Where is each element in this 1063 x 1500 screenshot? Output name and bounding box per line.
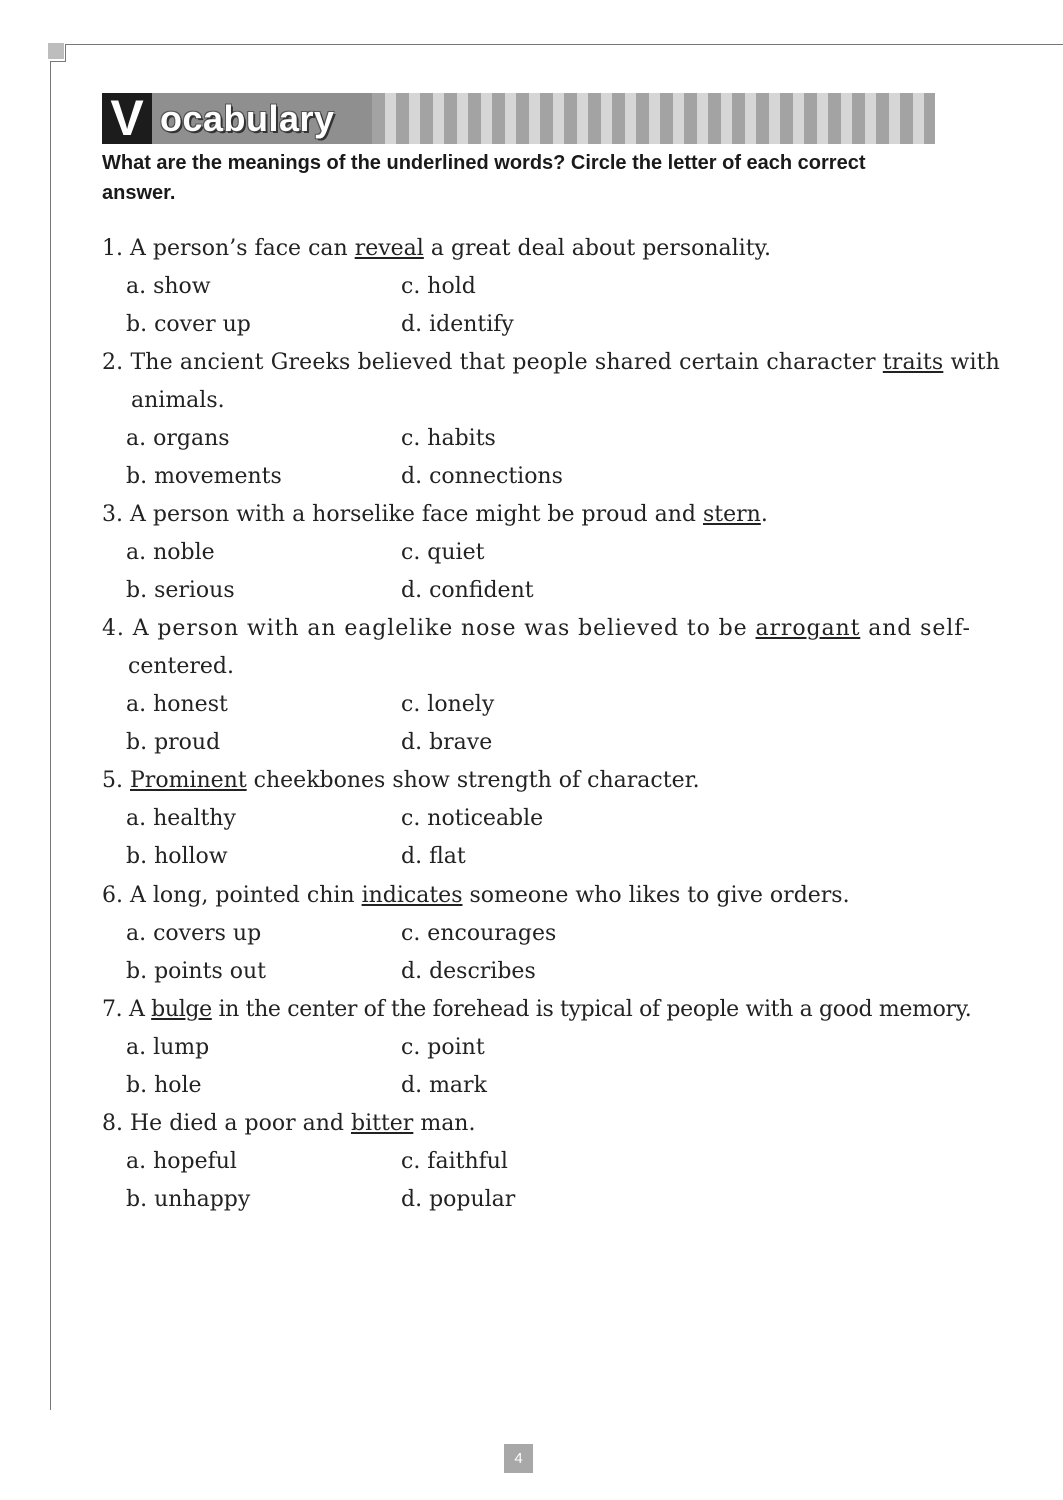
option-8d[interactable]: d. popular <box>401 1187 516 1212</box>
page-frame-top <box>66 44 1063 45</box>
option-7b[interactable]: b. hole <box>126 1073 202 1098</box>
option-8b[interactable]: b. unhappy <box>126 1187 251 1212</box>
option-2d[interactable]: d. connections <box>401 464 563 489</box>
question-8: 8. He died a poor and bitter man. <box>102 1111 476 1136</box>
option-7d[interactable]: d. mark <box>401 1073 487 1098</box>
page-number: 4 <box>504 1444 533 1473</box>
question-5: 5. Prominent cheekbones show strength of character. <box>102 768 700 793</box>
option-4d[interactable]: d. brave <box>401 730 493 755</box>
section-banner <box>102 90 935 146</box>
underlined-word: indicates <box>361 883 463 908</box>
question-7: 7. A bulge in the center of the forehead is typical of people with a good memory. <box>102 997 972 1022</box>
option-3c[interactable]: c. quiet <box>401 540 485 565</box>
option-3a[interactable]: a. noble <box>126 540 215 565</box>
option-1b[interactable]: b. cover up <box>126 312 251 337</box>
option-6d[interactable]: d. describes <box>401 959 536 984</box>
option-5a[interactable]: a. healthy <box>126 806 236 831</box>
option-6b[interactable]: b. points out <box>126 959 266 984</box>
option-4b[interactable]: b. proud <box>126 730 221 755</box>
underlined-word: arrogant <box>755 616 861 641</box>
option-5b[interactable]: b. hollow <box>126 844 228 869</box>
banner-initial: V <box>102 93 152 144</box>
question-2: 2. The ancient Greeks believed that people shared certain character traits with <box>102 350 1000 375</box>
underlined-word: stern <box>702 502 761 527</box>
option-3b[interactable]: b. serious <box>126 578 235 603</box>
option-1a[interactable]: a. show <box>126 274 211 299</box>
underlined-word: bulge <box>151 997 212 1022</box>
option-3d[interactable]: d. confident <box>401 578 534 603</box>
option-5c[interactable]: c. noticeable <box>401 806 544 831</box>
option-1c[interactable]: c. hold <box>401 274 476 299</box>
question-1: 1. A person’s face can reveal a great deal about personality. <box>102 236 772 261</box>
option-2b[interactable]: b. movements <box>126 464 282 489</box>
option-4c[interactable]: c. lonely <box>401 692 495 717</box>
underlined-word: Prominent <box>130 768 247 793</box>
option-6a[interactable]: a. covers up <box>126 921 262 946</box>
underlined-word: bitter <box>350 1111 414 1136</box>
option-7a[interactable]: a. lump <box>126 1035 210 1060</box>
question-4-continued: centered. <box>128 654 234 679</box>
corner-notch <box>50 44 66 62</box>
question-2-continued: animals. <box>131 388 225 413</box>
question-3: 3. A person with a horselike face might be proud and stern. <box>102 502 768 527</box>
option-4a[interactable]: a. honest <box>126 692 228 717</box>
option-2a[interactable]: a. organs <box>126 426 230 451</box>
question-6: 6. A long, pointed chin indicates someone who likes to give orders. <box>102 883 850 908</box>
option-1d[interactable]: d. identify <box>401 312 514 337</box>
underlined-word: traits <box>882 350 944 375</box>
underlined-word: reveal <box>354 236 424 261</box>
instructions: What are the meanings of the underlined words? Circle the letter of each correct answer. <box>102 152 866 204</box>
option-8a[interactable]: a. hopeful <box>126 1149 237 1174</box>
page-frame-left <box>50 62 51 1410</box>
option-8c[interactable]: c. faithful <box>401 1149 508 1174</box>
option-5d[interactable]: d. flat <box>401 844 466 869</box>
option-2c[interactable]: c. habits <box>401 426 496 451</box>
option-7c[interactable]: c. point <box>401 1035 485 1060</box>
banner-stripes <box>372 93 935 144</box>
option-6c[interactable]: c. encourages <box>401 921 557 946</box>
question-4: 4. A person with an eaglelike nose was believed to be arrogant and self- <box>102 616 971 641</box>
banner-title: ocabulary <box>160 98 335 139</box>
